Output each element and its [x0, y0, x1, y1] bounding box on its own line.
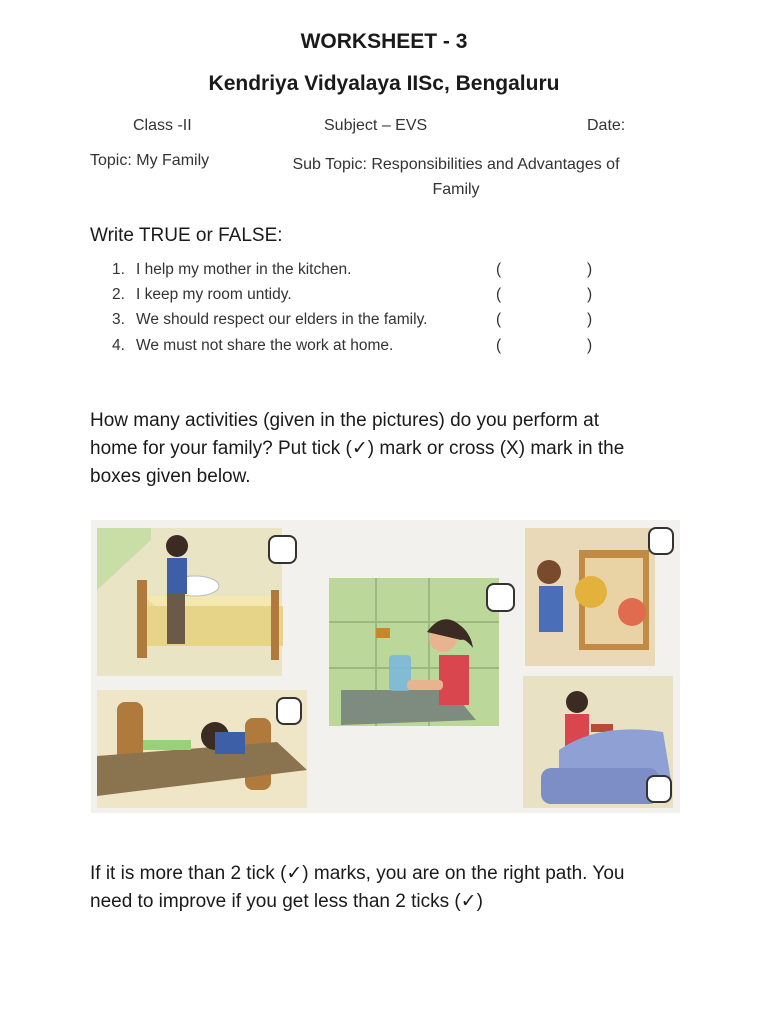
closing-line-1: If it is more than 2 tick (✓) marks, you are on the right path. You: [90, 863, 625, 884]
activity-instructions: [90, 407, 690, 491]
subtopic-label: [270, 152, 642, 202]
activity-line-2: home for your family? Put tick (✓) mark or cross (X) mark in the: [90, 438, 625, 459]
question-number: 1.: [112, 261, 125, 278]
question-number: 3.: [112, 311, 125, 328]
answer-close-paren: ): [587, 261, 593, 278]
answer-open-paren: (: [496, 286, 502, 303]
question-number: 2.: [112, 286, 125, 303]
answer-close-paren: ): [587, 337, 593, 354]
checkbox-boy-at-table[interactable]: [277, 698, 301, 724]
scene-boy-at-table: [97, 690, 307, 808]
question-text: We should respect our elders in the family.: [136, 311, 428, 328]
subtopic-line-1: Sub Topic: Responsibilities and Advantages of: [292, 156, 620, 173]
answer-close-paren: ): [587, 311, 593, 328]
activity-line-1: How many activities (given in the pictures) do you perform at: [90, 410, 599, 431]
question-text: I help my mother in the kitchen.: [136, 261, 352, 278]
closing-line-2: need to improve if you get less than 2 ticks (✓): [90, 891, 483, 912]
question-row: [0, 261, 768, 281]
scene-putting-toys: [525, 528, 655, 666]
answer-open-paren: (: [496, 337, 502, 354]
question-row: [0, 337, 768, 357]
class-label: Class -II: [133, 117, 192, 134]
answer-close-paren: ): [587, 286, 593, 303]
question-number: 4.: [112, 337, 125, 354]
checkbox-making-bed[interactable]: [269, 536, 296, 563]
question-row: [0, 286, 768, 306]
true-false-heading: Write TRUE or FALSE:: [90, 225, 283, 246]
activity-pictures: [91, 520, 680, 813]
question-row: [0, 311, 768, 331]
answer-open-paren: (: [496, 311, 502, 328]
activity-line-3: boxes given below.: [90, 466, 251, 487]
answer-open-paren: (: [496, 261, 502, 278]
school-name: Kendriya Vidyalaya IISc, Bengaluru: [208, 72, 560, 95]
scene-washing-bottle: [329, 578, 499, 726]
closing-note: [90, 860, 690, 916]
date-label: Date:: [587, 117, 626, 134]
scene-making-bed: [97, 528, 283, 676]
question-text: I keep my room untidy.: [136, 286, 292, 303]
topic-label: Topic: My Family: [90, 152, 210, 169]
checkbox-washing-bottle[interactable]: [487, 584, 514, 611]
subject-label: Subject – EVS: [324, 117, 428, 134]
subtopic-line-2: Family: [432, 181, 480, 198]
question-text: We must not share the work at home.: [136, 337, 394, 354]
checkbox-putting-toys[interactable]: [649, 528, 673, 554]
worksheet-title: WORKSHEET - 3: [300, 30, 468, 53]
checkbox-dusting-sofa[interactable]: [647, 776, 671, 802]
